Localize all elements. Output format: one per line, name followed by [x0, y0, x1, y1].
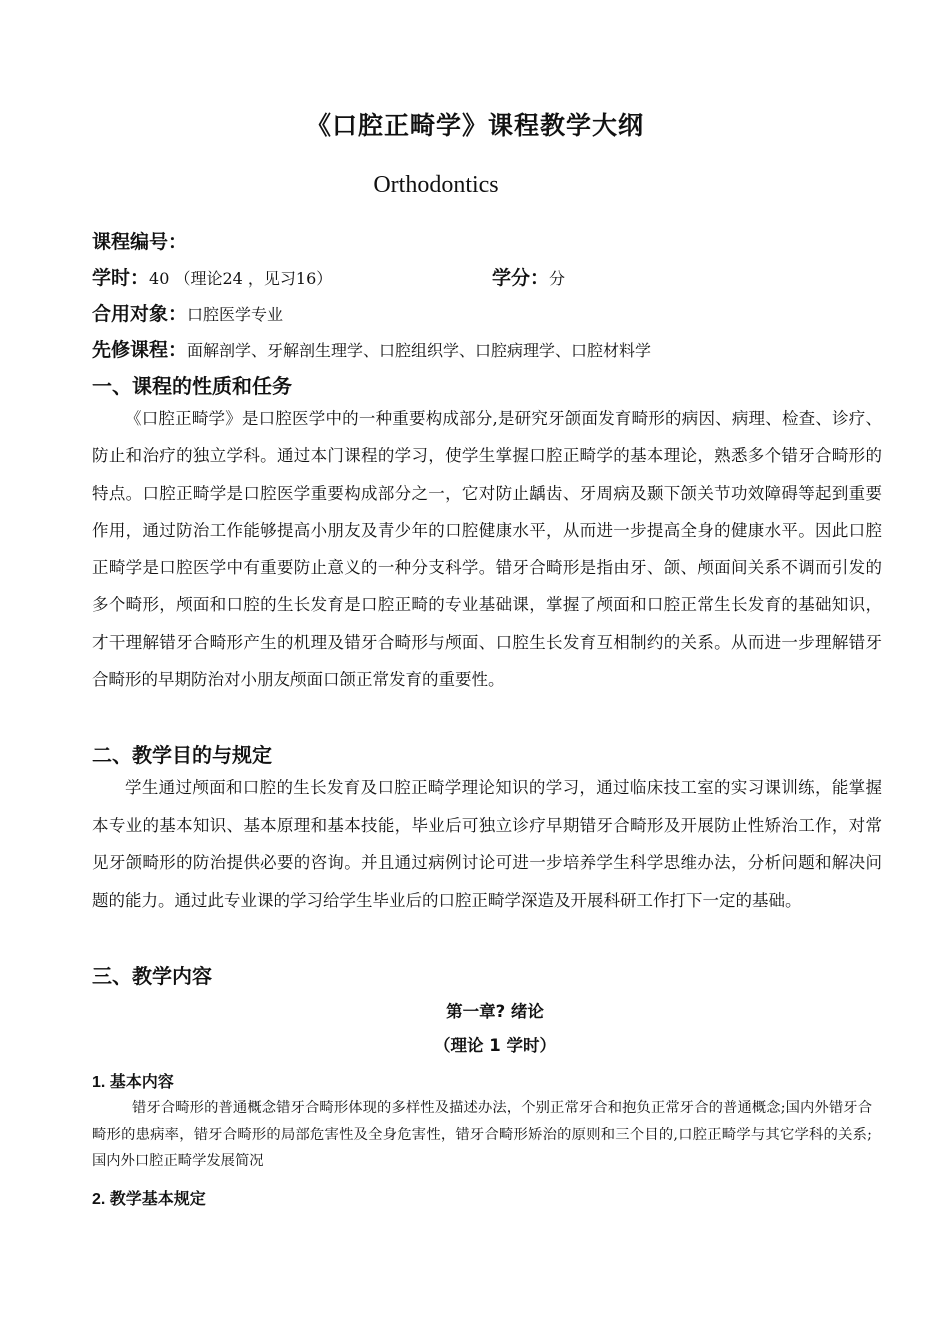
- hours-label: 学时：: [92, 267, 150, 289]
- credits-label: 学分：: [492, 267, 550, 289]
- prerequisite-line: [92, 335, 651, 362]
- section-2-body: 学生通过颅面和口腔的生长发育及口腔正畸学理论知识的学习，通过临床技工室的实习课训练，能掌握本专业的基本知识、基本原理和基本技能，毕业后可独立诊疗早期错牙合畸形及开展防止性矫治工作，对常见牙颌畸形的防治提供必要的咨询。并且通过病例讨论可进一步培养学生科学思维办法，分析问题和解决问题的能力。通过此专业课的学习给学生毕业后的口腔正畸学深造及开展科研工作打下一定的基础。: [92, 778, 882, 910]
- subsection-1-heading: 1. 基本内容: [92, 1074, 174, 1091]
- credits-value: 分: [549, 269, 566, 288]
- section-2-heading: 二、教学目的与规定: [92, 743, 272, 767]
- section-3-heading: 三、教学内容: [92, 964, 212, 988]
- chapter-title: 第一章? 绪论: [446, 1002, 544, 1021]
- prerequisite-value: 面解剖学、牙解剖生理学、口腔组织学、口腔病理学、口腔材料学: [187, 341, 652, 360]
- hours-value: 40 （理论24 ，见习16）: [149, 269, 333, 288]
- subsection-1-body: 错牙合畸形的普通概念错牙合畸形体现的多样性及描述办法，个别正常牙合和抱负正常牙合的普通概念;国内外错牙合畸形的患病率，错牙合畸形的局部危害性及全身危害性，错牙合畸形矫治的原则和三个目的,口腔正畸学与其它学科的关系;国内外口腔正畸学发展简况: [92, 1100, 872, 1169]
- document-subtitle: Orthodontics: [373, 172, 499, 198]
- section-1-heading: 一、课程的性质和任务: [92, 374, 292, 398]
- document-title: 《口腔正畸学》课程教学大纲: [305, 111, 644, 140]
- chapter-hours: （理论 1 学时）: [434, 1036, 556, 1055]
- credits-line: [492, 263, 565, 290]
- target-label: 合用对象：: [92, 303, 188, 325]
- target-value: 口腔医学专业: [187, 305, 284, 324]
- course-code-label: 课程编号：: [92, 231, 188, 253]
- target-line: [92, 299, 283, 326]
- hours-line: [92, 263, 332, 290]
- course-code-line: [92, 227, 187, 254]
- subsection-2-heading: 2. 教学基本规定: [92, 1191, 206, 1208]
- section-1-body: 《口腔正畸学》是口腔医学中的一种重要构成部分,是研究牙颌面发育畸形的病因、病理、检查、诊疗、防止和治疗的独立学科。通过本门课程的学习，使学生掌握口腔正畸学的基本理论，熟悉多个错牙合畸形的特点。口腔正畸学是口腔医学重要构成部分之一，它对防止龋齿、牙周病及颞下颌关节功效障碍等起到重要作用，通过防治工作能够提高小朋友及青少年的口腔健康水平，从而进一步提高全身的健康水平。因此口腔正畸学是口腔医学中有重要防止意义的一种分支科学。错牙合畸形是指由牙、颌、颅面间关系不调而引发的多个畸形，颅面和口腔的生长发育是口腔正畸的专业基础课，掌握了颅面和口腔正常生长发育的基础知识，才干理解错牙合畸形产生的机理及错牙合畸形与颅面、口腔生长发育互相制约的关系。从而进一步理解错牙合畸形的早期防治对小朋友颅面口颌正常发育的重要性。: [92, 409, 882, 690]
- prerequisite-label: 先修课程：: [92, 339, 188, 361]
